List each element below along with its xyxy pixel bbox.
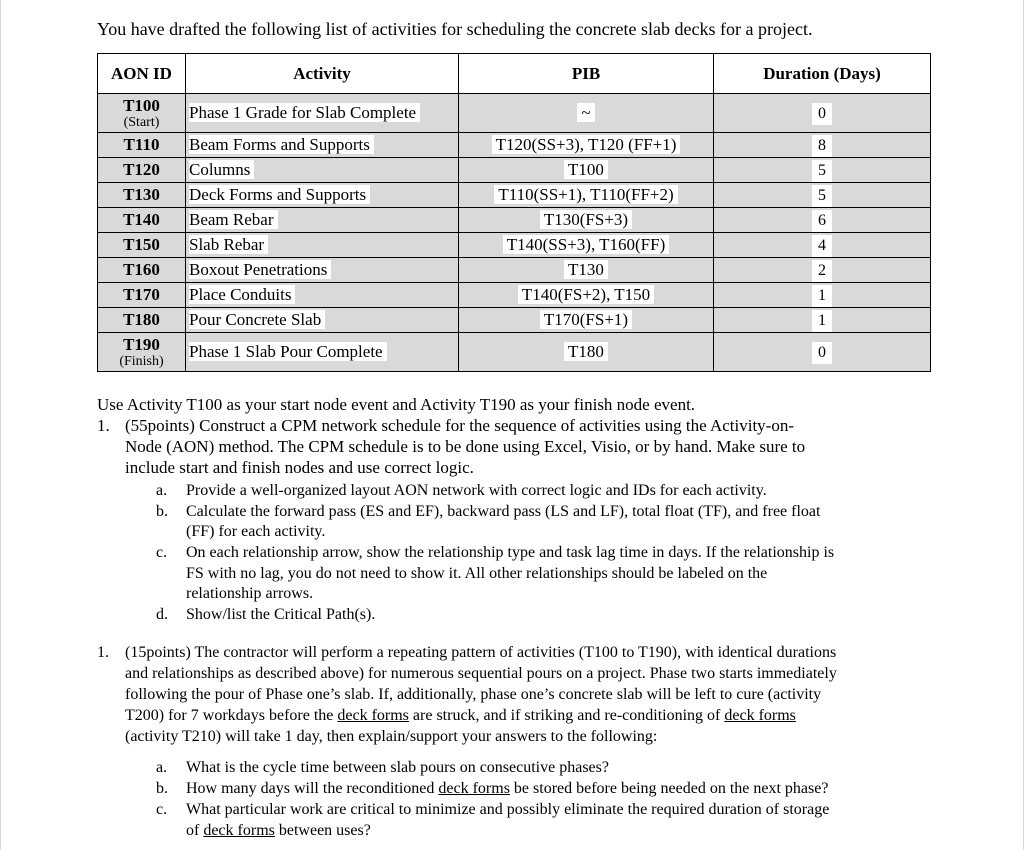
table-row bbox=[98, 94, 931, 133]
aon-id-cell: T130 bbox=[98, 183, 186, 208]
pib-cell: T140(FS+2), T150 bbox=[459, 283, 714, 308]
pib-cell: ~ bbox=[459, 94, 714, 133]
question-2-sub-c-line-2: of deck forms between uses? bbox=[186, 822, 371, 839]
table-row bbox=[98, 333, 931, 372]
deck-forms-term: deck forms bbox=[337, 707, 409, 724]
table-row bbox=[98, 308, 931, 333]
duration-cell: 4 bbox=[714, 233, 931, 258]
aon-id-cell: T180 bbox=[98, 308, 186, 333]
question-2-sub-a: a. What is the cycle time between slab pours on consecutive phases? bbox=[156, 759, 609, 776]
question-1-sub-c: c. On each relationship arrow, show the relationship type and task lag time in days. If the relationship is bbox=[156, 544, 835, 561]
question-1-line-2: Node (AON) method. The CPM schedule is to be done using Excel, Visio, or by hand. Make sure to bbox=[125, 437, 806, 456]
activity-cell: Slab Rebar bbox=[186, 233, 459, 258]
duration-cell: 0 bbox=[714, 333, 931, 372]
activity-cell: Columns bbox=[186, 158, 459, 183]
duration-cell: 0 bbox=[714, 94, 931, 133]
pib-cell: T100 bbox=[459, 158, 714, 183]
question-1-line-1: 1. (55points) Construct a CPM network schedule for the sequence of activities using the Activity-on- bbox=[97, 416, 795, 435]
question-2-line-3: following the pour of Phase one’s slab. If, additionally, phase one’s concrete slab will be left to cure (activity bbox=[125, 686, 822, 703]
question-2-sub-b: b. How many days will the reconditioned deck forms be stored before being needed on the next phase? bbox=[156, 780, 829, 797]
pib-cell: T130 bbox=[459, 258, 714, 283]
question-2-line-4: T200) for 7 workdays before the deck forms are struck, and if striking and re-conditioning of deck forms bbox=[125, 707, 796, 724]
question-2-line-2: and relationships as described above) for numerous sequential pours on a project. Phase two starts immediately bbox=[125, 665, 837, 682]
deck-forms-term: deck forms bbox=[203, 822, 275, 839]
question-1-sub-a: a. Provide a well-organized layout AON network with correct logic and IDs for each activity. bbox=[156, 482, 767, 499]
pib-cell: T130(FS+3) bbox=[459, 208, 714, 233]
pib-cell: T140(SS+3), T160(FF) bbox=[459, 233, 714, 258]
table-row bbox=[98, 133, 931, 158]
question-2-sub-c: c. What particular work are critical to minimize and possibly eliminate the required duration of storage bbox=[156, 801, 830, 818]
question-1-number: 1. bbox=[97, 416, 110, 435]
activity-cell: Boxout Penetrations bbox=[186, 258, 459, 283]
pib-cell: T180 bbox=[459, 333, 714, 372]
instruction-text: Use Activity T100 as your start node event and Activity T190 as your finish node event. bbox=[97, 395, 696, 414]
table-header-row bbox=[98, 54, 931, 94]
activity-cell: Deck Forms and Supports bbox=[186, 183, 459, 208]
aon-id-cell: T160 bbox=[98, 258, 186, 283]
question-1-sub-c-line-2: FS with no lag, you do not need to show it. All other relationships should be labeled on the bbox=[186, 565, 768, 582]
duration-cell: 2 bbox=[714, 258, 931, 283]
aon-id-cell: T190 (Finish) bbox=[98, 333, 186, 372]
header-aon-id: AON ID bbox=[98, 54, 186, 94]
pib-cell: T170(FS+1) bbox=[459, 308, 714, 333]
table-row bbox=[98, 158, 931, 183]
question-1-sub-c-line-3: relationship arrows. bbox=[186, 585, 314, 602]
question-1-sub-d: d. Show/list the Critical Path(s). bbox=[156, 606, 376, 623]
duration-cell: 5 bbox=[714, 158, 931, 183]
activity-cell: Beam Rebar bbox=[186, 208, 459, 233]
question-2-number: 1. bbox=[97, 644, 109, 661]
table-row bbox=[98, 233, 931, 258]
question-2-line-5: (activity T210) will take 1 day, then explain/support your answers to the following: bbox=[125, 728, 658, 745]
header-activity: Activity bbox=[186, 54, 459, 94]
duration-cell: 8 bbox=[714, 133, 931, 158]
question-1-sub-b-line-2: (FF) for each activity. bbox=[186, 523, 326, 540]
aon-id-cell: T150 bbox=[98, 233, 186, 258]
activity-cell: Pour Concrete Slab bbox=[186, 308, 459, 333]
activity-cell: Phase 1 Slab Pour Complete bbox=[186, 333, 459, 372]
activity-cell: Place Conduits bbox=[186, 283, 459, 308]
activity-cell: Phase 1 Grade for Slab Complete bbox=[186, 94, 459, 133]
activity-table bbox=[97, 53, 931, 372]
deck-forms-term: deck forms bbox=[724, 707, 796, 724]
intro-text: You have drafted the following list of activities for scheduling the concrete slab decks for a project. bbox=[97, 19, 813, 39]
question-1-sub-b: b. Calculate the forward pass (ES and EF), backward pass (LS and LF), total float (TF), and free float bbox=[156, 503, 821, 520]
duration-cell: 6 bbox=[714, 208, 931, 233]
aon-id-cell: T100 (Start) bbox=[98, 94, 186, 133]
pib-cell: T120(SS+3), T120 (FF+1) bbox=[459, 133, 714, 158]
aon-id-cell: T140 bbox=[98, 208, 186, 233]
table-row bbox=[98, 283, 931, 308]
header-duration: Duration (Days) bbox=[714, 54, 931, 94]
aon-id-cell: T170 bbox=[98, 283, 186, 308]
table-row bbox=[98, 258, 931, 283]
duration-cell: 1 bbox=[714, 283, 931, 308]
pib-cell: T110(SS+1), T110(FF+2) bbox=[459, 183, 714, 208]
deck-forms-term: deck forms bbox=[438, 780, 510, 797]
aon-id-cell: T120 bbox=[98, 158, 186, 183]
header-pib: PIB bbox=[459, 54, 714, 94]
activity-cell: Beam Forms and Supports bbox=[186, 133, 459, 158]
question-2-line-1: 1. (15points) The contractor will perform a repeating pattern of activities (T100 to T190), with identical durations bbox=[97, 644, 837, 661]
duration-cell: 1 bbox=[714, 308, 931, 333]
aon-id-cell: T110 bbox=[98, 133, 186, 158]
duration-cell: 5 bbox=[714, 183, 931, 208]
table-row bbox=[98, 208, 931, 233]
table-row bbox=[98, 183, 931, 208]
question-1-line-3: include start and finish nodes and use correct logic. bbox=[125, 458, 474, 477]
